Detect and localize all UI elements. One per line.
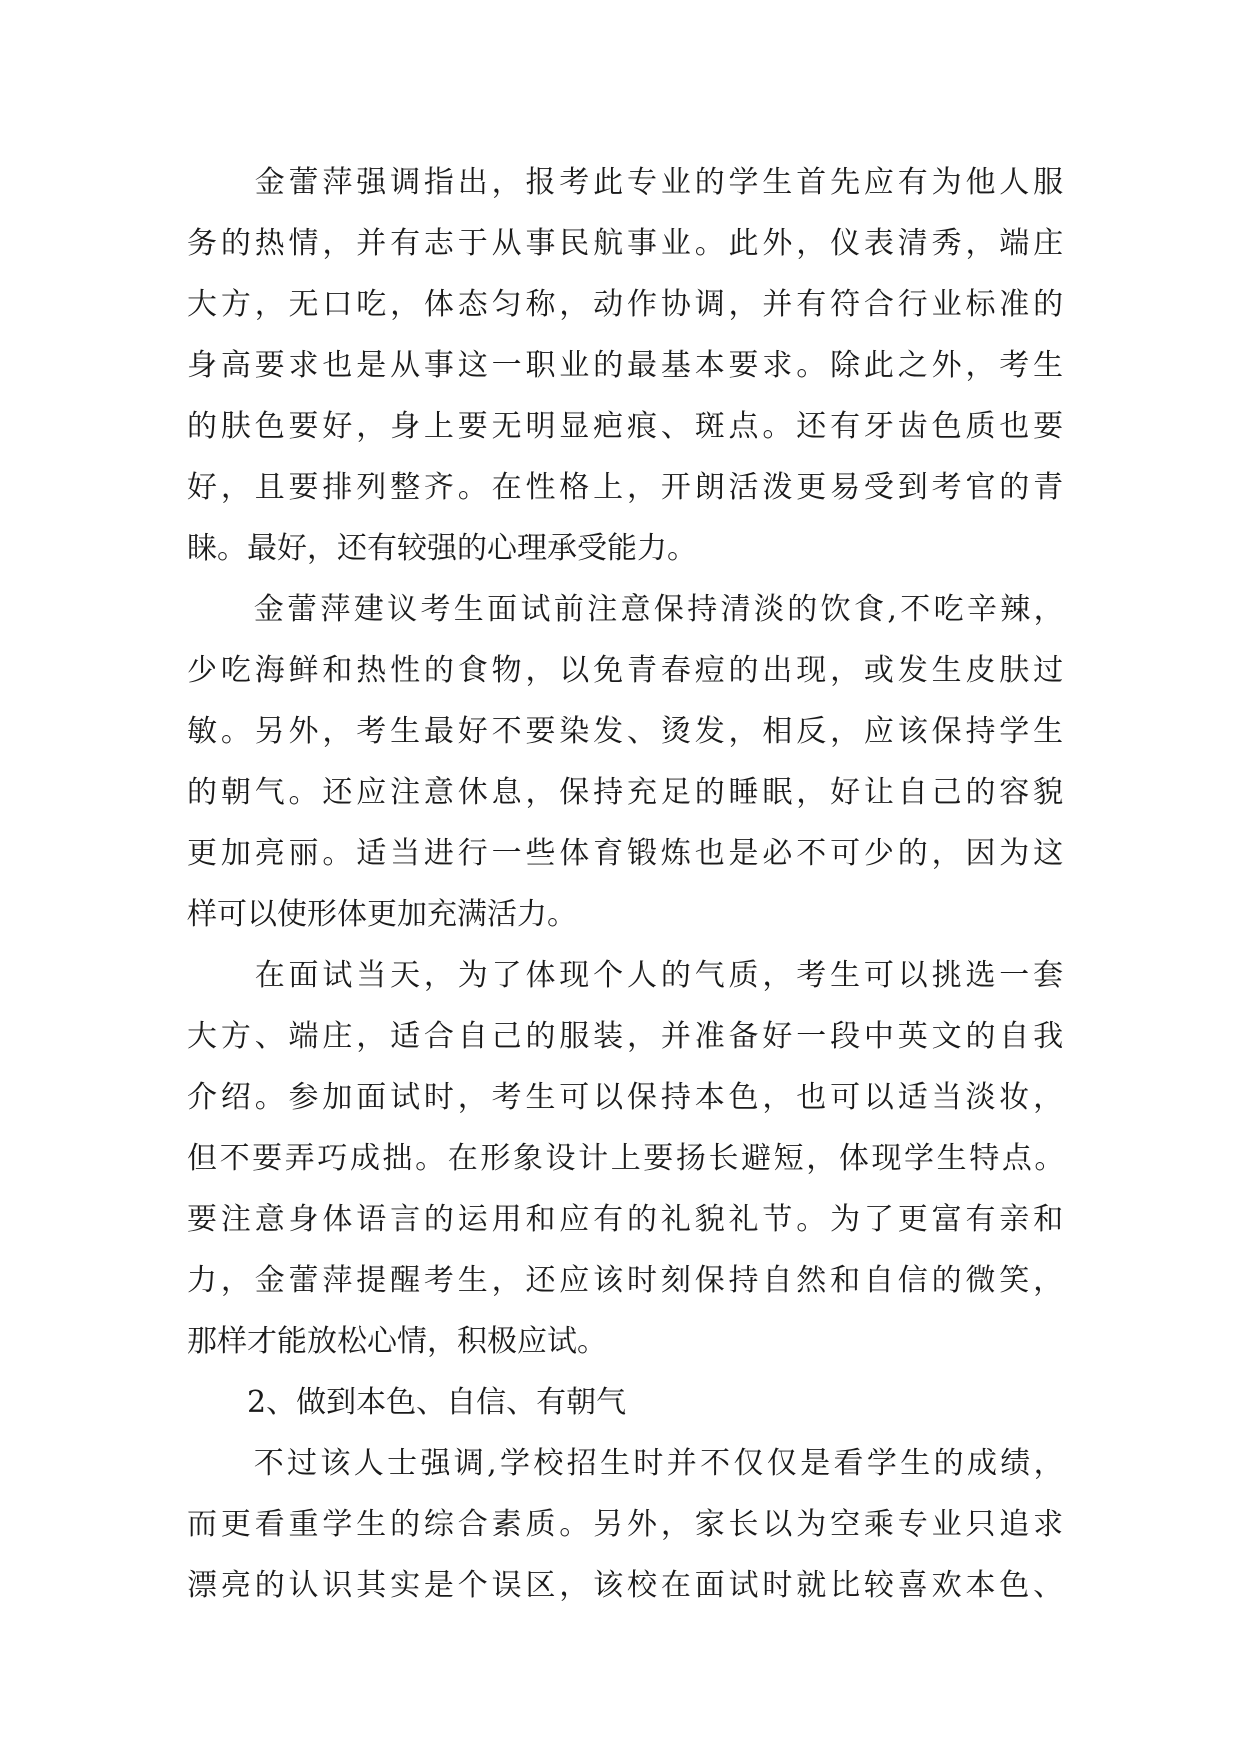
text-line: 更加亮丽。适当进行一些体育锻炼也是必不可少的，因为这 (187, 836, 1067, 871)
section-heading: 2、做到本色、自信、有朝气 (187, 1385, 627, 1420)
text-line: 睐。最好，还有较强的心理承受能力。 (187, 531, 697, 566)
text-line: 力，金蕾萍提醒考生，还应该时刻保持自然和自信的微笑， (187, 1263, 1067, 1298)
text-line: 但不要弄巧成拙。在形象设计上要扬长避短，体现学生特点。 (187, 1141, 1067, 1176)
text-line: 大方、端庄，适合自己的服装，并准备好一段中英文的自我 (187, 1019, 1067, 1054)
text-line: 好，且要排列整齐。在性格上，开朗活泼更易受到考官的青 (187, 470, 1067, 505)
text-line: 少吃海鲜和热性的食物，以免青春痘的出现，或发生皮肤过 (187, 653, 1067, 688)
document-body (187, 152, 1067, 1616)
text-line: 的朝气。还应注意休息，保持充足的睡眠，好让自己的容貌 (187, 775, 1067, 810)
text-line: 敏。另外，考生最好不要染发、烫发，相反，应该保持学生 (187, 714, 1067, 749)
text-line: 务的热情，并有志于从事民航事业。此外，仪表清秀，端庄 (187, 226, 1067, 261)
text-line: 大方，无口吃，体态匀称，动作协调，并有符合行业标准的 (187, 287, 1067, 322)
text-line: 身高要求也是从事这一职业的最基本要求。除此之外，考生 (187, 348, 1067, 383)
text-line: 样可以使形体更加充满活力。 (187, 897, 577, 932)
text-line: 不过该人士强调,学校招生时并不仅仅是看学生的成绩， (187, 1446, 1067, 1481)
text-line: 的肤色要好，身上要无明显疤痕、斑点。还有牙齿色质也要 (187, 409, 1067, 444)
text-line: 介绍。参加面试时，考生可以保持本色，也可以适当淡妆， (187, 1080, 1067, 1115)
text-line: 金蕾萍建议考生面试前注意保持清淡的饮食,不吃辛辣， (187, 592, 1067, 627)
text-line: 漂亮的认识其实是个误区，该校在面试时就比较喜欢本色、 (187, 1568, 1067, 1603)
text-line: 金蕾萍强调指出，报考此专业的学生首先应有为他人服 (187, 165, 1067, 200)
text-line: 要注意身体语言的运用和应有的礼貌礼节。为了更富有亲和 (187, 1202, 1067, 1237)
text-line: 而更看重学生的综合素质。另外，家长以为空乘专业只追求 (187, 1507, 1067, 1542)
text-line: 在面试当天，为了体现个人的气质，考生可以挑选一套 (187, 958, 1067, 993)
text-line: 那样才能放松心情，积极应试。 (187, 1324, 607, 1359)
